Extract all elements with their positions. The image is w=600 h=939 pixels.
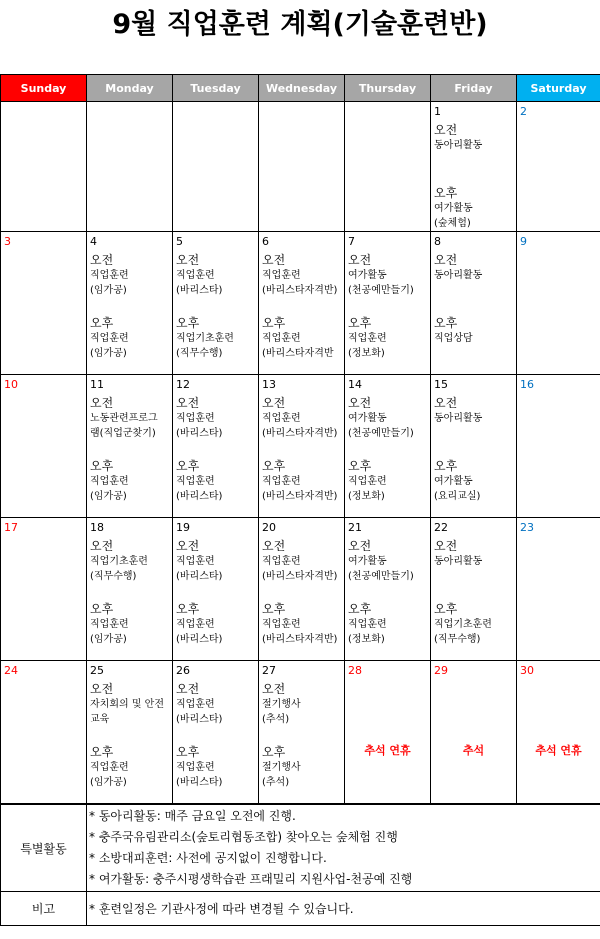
am-activity: (직무수행) xyxy=(90,571,137,582)
pm-activity: (요리교실) xyxy=(434,491,481,502)
day-cell xyxy=(1,232,87,375)
day-schedule xyxy=(345,253,430,361)
holiday-label: 추석 xyxy=(462,744,485,757)
pm-label: 오후 xyxy=(90,316,114,330)
am-label: 오전 xyxy=(176,539,200,553)
am-activity: 동아리활동 xyxy=(434,556,483,567)
week-row xyxy=(1,102,600,232)
pm-activity: 직업기초훈련 xyxy=(434,619,492,630)
spacer xyxy=(262,441,344,455)
day-cell xyxy=(345,518,431,661)
spacer xyxy=(90,727,172,741)
remark-note-line: * 훈련일정은 기관사정에 따라 변경될 수 있습니다. xyxy=(89,901,354,916)
am-activity: (바리스타) xyxy=(176,428,223,439)
spacer xyxy=(434,569,516,584)
day-cell xyxy=(173,232,259,375)
pm-activity: 직업훈련 xyxy=(348,476,387,487)
day-cell xyxy=(1,102,87,232)
day-cell xyxy=(87,232,173,375)
day-cell xyxy=(517,232,600,375)
day-cell xyxy=(259,518,345,661)
am-activity: 여가활동 xyxy=(348,556,387,567)
pm-activity: (임가공) xyxy=(90,348,127,359)
day-cell xyxy=(517,375,600,518)
spacer xyxy=(90,584,172,598)
pm-label: 오후 xyxy=(90,459,114,473)
pm-label: 오후 xyxy=(262,745,286,759)
pm-activity: (직무수행) xyxy=(434,634,481,645)
pm-activity: 직업훈련 xyxy=(90,333,129,344)
pm-label: 오후 xyxy=(262,316,286,330)
spacer xyxy=(434,153,516,168)
am-activity: 직업훈련 xyxy=(176,699,215,710)
spacer xyxy=(434,168,516,182)
day-cell xyxy=(431,102,517,232)
day-number: 23 xyxy=(520,521,534,534)
am-label: 오전 xyxy=(262,539,286,553)
spacer xyxy=(348,298,430,312)
weekday-header-friday: Friday xyxy=(431,75,517,102)
day-schedule xyxy=(431,253,516,346)
day-schedule xyxy=(173,396,258,504)
am-label: 오전 xyxy=(348,396,372,410)
pm-activity: (정보화) xyxy=(348,491,385,502)
day-schedule xyxy=(345,539,430,647)
day-schedule xyxy=(345,396,430,504)
pm-activity: 직업훈련 xyxy=(262,476,301,487)
day-cell xyxy=(517,661,600,804)
remark-row xyxy=(1,892,600,926)
pm-activity: 절기행사 xyxy=(262,762,301,773)
spacer xyxy=(348,441,430,455)
day-schedule xyxy=(259,253,344,361)
am-label: 오전 xyxy=(90,539,114,553)
special-note-line: * 충주국유림관리소(숲토리협동조합) 찾아오는 숲체험 진행 xyxy=(89,830,398,844)
day-number: 26 xyxy=(176,664,190,677)
day-schedule xyxy=(87,539,172,647)
day-number: 7 xyxy=(348,235,355,248)
day-cell xyxy=(345,375,431,518)
day-cell xyxy=(345,661,431,804)
day-cell xyxy=(87,102,173,232)
day-schedule xyxy=(173,253,258,361)
am-activity: (추석) xyxy=(262,714,290,725)
am-label: 오전 xyxy=(348,539,372,553)
am-label: 오전 xyxy=(262,682,286,696)
am-activity: 절기행사 xyxy=(262,699,301,710)
am-activity: (바리스타자격반) xyxy=(262,571,338,582)
day-cell xyxy=(517,102,600,232)
remark-notes xyxy=(87,892,600,926)
am-label: 오전 xyxy=(434,123,458,137)
pm-activity: (바리스타) xyxy=(176,491,223,502)
spacer xyxy=(176,441,258,455)
pm-activity: (바리스타자격반) xyxy=(262,491,338,502)
spacer xyxy=(176,298,258,312)
spacer xyxy=(434,426,516,441)
day-number: 8 xyxy=(434,235,441,248)
pm-activity: (임가공) xyxy=(90,491,127,502)
spacer xyxy=(262,727,344,741)
day-cell xyxy=(1,518,87,661)
am-label: 오전 xyxy=(176,396,200,410)
spacer xyxy=(90,441,172,455)
am-activity: 동아리활동 xyxy=(434,413,483,424)
am-activity: (천공예만들기) xyxy=(348,571,414,582)
day-number: 16 xyxy=(520,378,534,391)
day-cell xyxy=(259,102,345,232)
am-label: 오전 xyxy=(90,253,114,267)
am-label: 오전 xyxy=(90,396,114,410)
day-schedule xyxy=(431,123,516,231)
day-cell xyxy=(517,518,600,661)
pm-activity: 직업기초훈련 xyxy=(176,333,234,344)
day-number: 19 xyxy=(176,521,190,534)
am-activity: 동아리활동 xyxy=(434,270,483,281)
pm-activity: (바리스타) xyxy=(176,777,223,788)
day-cell xyxy=(431,375,517,518)
special-row xyxy=(1,805,600,892)
week-row xyxy=(1,375,600,518)
weekday-header-sunday: Sunday xyxy=(1,75,87,102)
pm-label: 오후 xyxy=(348,459,372,473)
day-cell xyxy=(173,518,259,661)
day-number: 10 xyxy=(4,378,18,391)
am-label: 오전 xyxy=(262,396,286,410)
spacer xyxy=(348,584,430,598)
am-label: 오전 xyxy=(348,253,372,267)
day-cell xyxy=(345,232,431,375)
pm-activity: 직업훈련 xyxy=(348,619,387,630)
holiday-label: 추석 연휴 xyxy=(364,744,411,757)
day-number: 30 xyxy=(520,664,534,677)
day-number: 20 xyxy=(262,521,276,534)
day-cell xyxy=(87,518,173,661)
day-number: 3 xyxy=(4,235,11,248)
pm-activity: (정보화) xyxy=(348,348,385,359)
day-number: 11 xyxy=(90,378,104,391)
pm-label: 오후 xyxy=(90,602,114,616)
calendar-table xyxy=(0,74,600,804)
day-cell xyxy=(259,375,345,518)
special-note-line: * 동아리활동: 매주 금요일 오전에 진행. xyxy=(89,809,296,823)
day-number: 14 xyxy=(348,378,362,391)
am-activity: (임가공) xyxy=(90,285,127,296)
pm-activity: (직무수행) xyxy=(176,348,223,359)
special-notes xyxy=(87,805,600,892)
weekday-header-saturday: Saturday xyxy=(517,75,600,102)
spacer xyxy=(90,298,172,312)
day-number: 12 xyxy=(176,378,190,391)
day-number xyxy=(345,102,430,119)
am-activity: 직업훈련 xyxy=(176,413,215,424)
day-number: 22 xyxy=(434,521,448,534)
pm-activity: (정보화) xyxy=(348,634,385,645)
spacer xyxy=(434,441,516,455)
weekday-header-tuesday: Tuesday xyxy=(173,75,259,102)
am-activity: 직업훈련 xyxy=(90,270,129,281)
page-title: 9월 직업훈련 계획(기술훈련반) xyxy=(112,9,488,40)
spacer xyxy=(434,584,516,598)
am-label: 오전 xyxy=(262,253,286,267)
pm-activity: (바리스타) xyxy=(176,634,223,645)
am-activity: (바리스타) xyxy=(176,285,223,296)
am-activity: (천공예만들기) xyxy=(348,428,414,439)
day-number: 2 xyxy=(520,105,527,118)
weekday-header-wednesday: Wednesday xyxy=(259,75,345,102)
day-number: 27 xyxy=(262,664,276,677)
pm-activity: (추석) xyxy=(262,777,290,788)
day-cell xyxy=(431,518,517,661)
pm-label: 오후 xyxy=(434,316,458,330)
day-cell xyxy=(173,375,259,518)
pm-activity: 직업훈련 xyxy=(262,619,301,630)
day-number: 18 xyxy=(90,521,104,534)
am-activity: 여가활동 xyxy=(348,270,387,281)
spacer xyxy=(176,584,258,598)
week-row xyxy=(1,518,600,661)
day-cell xyxy=(1,661,87,804)
day-schedule xyxy=(87,682,172,790)
am-label: 오전 xyxy=(434,539,458,553)
day-number xyxy=(1,102,86,119)
pm-activity: 직업훈련 xyxy=(348,333,387,344)
am-activity: (바리스타) xyxy=(176,714,223,725)
day-number: 21 xyxy=(348,521,362,534)
special-note-line: * 소방대피훈련: 사전에 공지없이 진행합니다. xyxy=(89,851,327,865)
spacer xyxy=(434,298,516,312)
day-schedule xyxy=(173,682,258,790)
pm-label: 오후 xyxy=(176,316,200,330)
holiday-label: 추석 연휴 xyxy=(535,744,582,757)
day-cell xyxy=(87,661,173,804)
day-schedule xyxy=(259,682,344,790)
am-activity: (바리스타자격반) xyxy=(262,428,338,439)
day-cell xyxy=(431,661,517,804)
spacer xyxy=(176,727,258,741)
day-number: 9 xyxy=(520,235,527,248)
am-activity: 직업훈련 xyxy=(176,556,215,567)
pm-activity: 직업훈련 xyxy=(262,333,301,344)
am-activity: (바리스타자격반) xyxy=(262,285,338,296)
spacer xyxy=(262,298,344,312)
day-cell xyxy=(259,661,345,804)
day-number: 28 xyxy=(348,664,362,677)
day-cell xyxy=(87,375,173,518)
pm-activity: 직업훈련 xyxy=(90,762,129,773)
am-label: 오전 xyxy=(434,253,458,267)
pm-label: 오후 xyxy=(262,602,286,616)
am-activity: 여가활동 xyxy=(348,413,387,424)
day-cell xyxy=(345,102,431,232)
day-cell xyxy=(431,232,517,375)
am-activity: 동아리활동 xyxy=(434,140,483,151)
day-number xyxy=(173,102,258,119)
day-number xyxy=(259,102,344,119)
pm-activity: (숲체험) xyxy=(434,218,471,229)
day-number: 6 xyxy=(262,235,269,248)
am-activity: 교육 xyxy=(90,714,110,725)
pm-label: 오후 xyxy=(176,745,200,759)
day-schedule xyxy=(431,396,516,504)
day-number: 24 xyxy=(4,664,18,677)
pm-activity: (바리스타자격반 xyxy=(262,348,334,359)
am-activity: 직업훈련 xyxy=(176,270,215,281)
day-number: 5 xyxy=(176,235,183,248)
pm-label: 오후 xyxy=(434,602,458,616)
am-activity: 노동관련프로그 xyxy=(90,413,158,424)
day-number xyxy=(87,102,172,119)
am-label: 오전 xyxy=(434,396,458,410)
pm-activity: (임가공) xyxy=(90,634,127,645)
pm-activity: (임가공) xyxy=(90,777,127,788)
day-number: 1 xyxy=(434,105,441,118)
spacer xyxy=(262,584,344,598)
pm-label: 오후 xyxy=(262,459,286,473)
pm-activity: 직업훈련 xyxy=(176,619,215,630)
am-activity: (바리스타) xyxy=(176,571,223,582)
weekday-header-thursday: Thursday xyxy=(345,75,431,102)
am-activity: 램(직업군찾기) xyxy=(90,428,156,439)
pm-label: 오후 xyxy=(176,459,200,473)
week-row xyxy=(1,232,600,375)
am-label: 오전 xyxy=(90,682,114,696)
pm-activity: (바리스타자격반) xyxy=(262,634,338,645)
day-cell xyxy=(1,375,87,518)
week-row xyxy=(1,661,600,804)
day-schedule xyxy=(87,253,172,361)
pm-activity: 직업상담 xyxy=(434,333,473,344)
pm-label: 오후 xyxy=(348,316,372,330)
am-activity: 직업훈련 xyxy=(262,270,301,281)
day-schedule xyxy=(173,539,258,647)
am-activity: (천공예만들기) xyxy=(348,285,414,296)
pm-label: 오후 xyxy=(348,602,372,616)
pm-label: 오후 xyxy=(434,186,458,200)
pm-activity: 여가활동 xyxy=(434,203,473,214)
day-number: 4 xyxy=(90,235,97,248)
pm-activity: 직업훈련 xyxy=(90,619,129,630)
weekday-header-row xyxy=(1,75,600,102)
notes-table xyxy=(0,804,600,926)
am-activity: 직업훈련 xyxy=(262,556,301,567)
pm-label: 오후 xyxy=(434,459,458,473)
pm-label: 오후 xyxy=(90,745,114,759)
day-number: 17 xyxy=(4,521,18,534)
day-schedule xyxy=(87,396,172,504)
day-schedule xyxy=(259,539,344,647)
day-number: 29 xyxy=(434,664,448,677)
am-label: 오전 xyxy=(176,682,200,696)
pm-activity: 직업훈련 xyxy=(90,476,129,487)
weekday-header-monday: Monday xyxy=(87,75,173,102)
day-cell xyxy=(173,661,259,804)
spacer xyxy=(434,283,516,298)
day-number: 25 xyxy=(90,664,104,677)
day-cell xyxy=(173,102,259,232)
day-schedule xyxy=(431,539,516,647)
pm-label: 오후 xyxy=(176,602,200,616)
special-label: 특별활동 xyxy=(1,805,87,892)
am-label: 오전 xyxy=(176,253,200,267)
day-number: 13 xyxy=(262,378,276,391)
remark-label: 비고 xyxy=(1,892,87,926)
am-activity: 자치회의 및 안전 xyxy=(90,699,164,710)
am-activity: 직업기초훈련 xyxy=(90,556,148,567)
special-note-line: * 여가활동: 충주시평생학습관 프래밀리 지원사업-천공예 진행 xyxy=(89,872,413,886)
day-cell xyxy=(259,232,345,375)
pm-activity: 여가활동 xyxy=(434,476,473,487)
am-activity: 직업훈련 xyxy=(262,413,301,424)
pm-activity: 직업훈련 xyxy=(176,476,215,487)
day-schedule xyxy=(259,396,344,504)
pm-activity: 직업훈련 xyxy=(176,762,215,773)
day-number: 15 xyxy=(434,378,448,391)
